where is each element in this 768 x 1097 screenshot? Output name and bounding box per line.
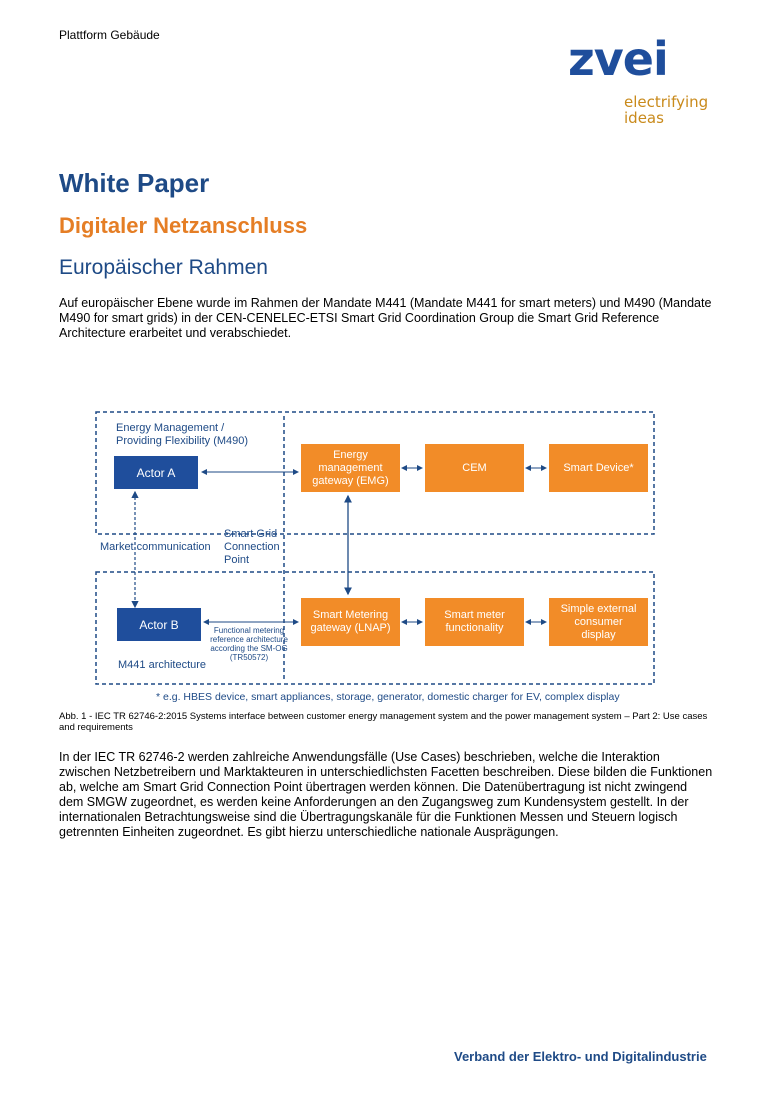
footer-organization: Verband der Elektro- und Digitalindustrie [454,1049,707,1064]
logo-tagline-line-2: ideas [624,109,664,127]
smart-meter-box [425,598,524,646]
document-title: White Paper [59,168,210,198]
document-subtitle: Digitaler Netzanschluss [59,213,308,238]
actor-a-box: Actor A [114,456,198,489]
cem-box: CEM [425,444,524,492]
emg-label-line-3: gateway (EMG) [312,474,389,487]
logo-word: zvei [568,32,668,86]
diagram-footnote: * e.g. HBES device, smart appliances, storage, generator, domestic charger for EV, complex display [156,691,620,703]
smgw-label-line-1: Smart Metering [312,609,389,621]
func-line-3: according the SM-OG [210,644,288,653]
m441-architecture-label: M441 architecture [118,659,207,671]
smart-meter-label-line-1: Smart meter [444,609,505,621]
functional-metering-label [200,626,298,662]
func-line-4: (TR50572) [229,653,269,662]
body-paragraph: In der IEC TR 62746-2 werden zahlreiche Anwendungsfälle (Use Cases) beschrieben, welche die Interaktion zwischen Netzbetreibern und Marktakteuren in unterschiedlichsten Facetten beschreiben. Diese bilden die Funktionen ab, welche am Smart Grid Connection Point übertragen werden können. Die Datenübertragung ist nicht zwingend dem SMGW zugeordnet, es werden keine Anforderungen an den Zugangsweg zum Kundensystem gestellt. In der internationalen Betrachtungsweise sind die Übertragungskanäle für die Funktionen Messen und Steuern logisch getrennten Einheiten zugeordnet. Es gibt hierzu unterschiedliche nationale Ausprägungen. [59,750,713,839]
func-line-2: reference architecture [210,635,288,644]
sgcp-line-1: Smart Grid [224,528,278,540]
header-label: Plattform Gebäude [59,28,160,42]
smart-grid-connection-point-label [224,528,280,567]
sgcp-line-3: Point [224,554,250,566]
intro-paragraph: Auf europäischer Ebene wurde im Rahmen der Mandate M441 (Mandate M441 for smart meters) und M490 (Mandate M490 for smart grids) in der CEN-CENELEC-ETSI Smart Grid Coordination Group die Smart Grid Reference Architecture erarbeitet und verabschiedet. [59,296,712,340]
display-label-line-3: display [581,628,616,641]
func-line-1: Functional metering [213,626,285,635]
display-label-line-2: consumer [574,615,623,628]
sgcp-line-2: Connection [224,541,280,553]
actor-b-box: Actor B [117,608,201,641]
market-communication-label: Market communication [100,541,211,553]
energy-management-label-line-1: Energy Management / [116,422,225,434]
display-box [549,598,648,646]
energy-management-label [116,422,248,448]
logo-tagline-line-1: electrifying [624,93,709,111]
section-heading: Europäischer Rahmen [59,256,268,279]
smgw-label-line-2: gateway (LNAP) [310,622,391,634]
smart-device-box: Smart Device* [549,444,648,492]
smart-meter-label-line-2: functionality [445,622,504,634]
architecture-diagram [92,404,672,704]
emg-box [301,444,400,492]
figure-caption: Abb. 1 - IEC TR 62746-2:2015 Systems interface between customer energy management system and the power management system – Part 2: Use cases and requirements [59,711,708,733]
smgw-box [301,598,400,646]
logo-tagline [624,94,708,126]
energy-management-label-line-2: Providing Flexibility (M490) [116,435,249,447]
emg-label-line-2: management [318,461,383,474]
zvei-logo [566,32,726,130]
emg-label-line-1: Energy [333,448,368,461]
display-label-line-1: Simple external [560,602,637,615]
